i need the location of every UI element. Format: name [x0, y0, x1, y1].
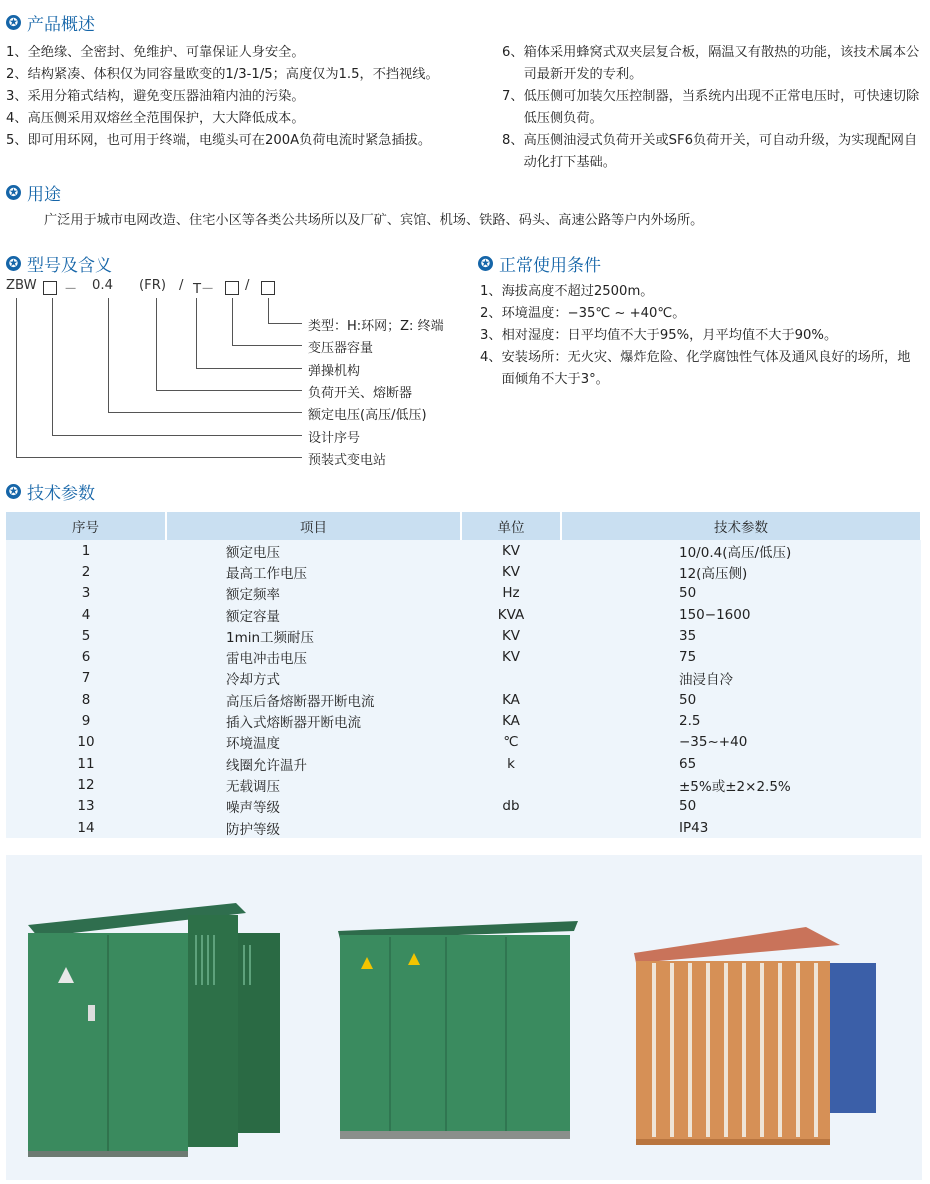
table-row	[6, 561, 921, 582]
cell-item: 高压后备熔断器开断电流	[166, 689, 461, 710]
leader-line	[108, 412, 302, 413]
star-bullet-icon: ✪	[478, 256, 493, 271]
cell-value: 75	[561, 646, 921, 667]
cell-index: 8	[6, 689, 166, 710]
cell-index: 14	[6, 817, 166, 838]
model-label-switch: 负荷开关、熔断器	[308, 386, 413, 401]
table-row	[6, 668, 921, 689]
cell-unit: db	[461, 796, 561, 817]
cell-unit: KA	[461, 710, 561, 731]
cell-item: 无载调压	[166, 774, 461, 795]
cell-unit: KV	[461, 540, 561, 561]
spec-table	[6, 512, 922, 838]
cell-unit	[461, 774, 561, 795]
cell-value: 35	[561, 625, 921, 646]
table-row	[6, 583, 921, 604]
model-code-box	[261, 281, 275, 295]
cell-item: 冷却方式	[166, 668, 461, 689]
cell-index: 1	[6, 540, 166, 561]
table-row	[6, 732, 921, 753]
cell-item: 雷电冲击电压	[166, 646, 461, 667]
table-row	[6, 646, 921, 667]
cell-unit: KA	[461, 689, 561, 710]
cell-value: 50	[561, 583, 921, 604]
cell-index: 10	[6, 732, 166, 753]
list-item: 8、 高压侧油浸式负荷开关或SF6负荷开关，可自动升级，为实现配网自动化打下基础。	[502, 133, 918, 170]
cell-item: 额定电压	[166, 540, 461, 561]
conditions-list	[480, 281, 920, 391]
cell-value: 150−1600	[561, 604, 921, 625]
model-code-prefix: ZBW	[6, 278, 37, 293]
cell-index: 11	[6, 753, 166, 774]
product-photos	[6, 855, 922, 1180]
cell-index: 5	[6, 625, 166, 646]
cell-value: 10/0.4(高压/低压)	[561, 540, 921, 561]
column-header: 序号	[6, 512, 166, 540]
cell-value: 油浸自冷	[561, 668, 921, 689]
cell-index: 13	[6, 796, 166, 817]
cell-value: 50	[561, 689, 921, 710]
model-label-design: 设计序号	[308, 431, 361, 446]
cell-unit: KV	[461, 625, 561, 646]
table-row	[6, 625, 921, 646]
column-header: 项目	[166, 512, 461, 540]
cell-unit: KV	[461, 646, 561, 667]
list-item: 3、 相对湿度：日平均值不大于95%，月平均值不大于90%。	[480, 328, 838, 343]
table-row	[6, 689, 921, 710]
photos-svg	[6, 855, 922, 1180]
cell-unit: k	[461, 753, 561, 774]
green-substation-photo-2	[338, 921, 578, 1139]
leader-line	[16, 298, 17, 457]
list-item: 4、 安装场所：无火灾、爆炸危险、化学腐蚀性气体及通风良好的场所，地面倾角不大于3°。	[480, 350, 911, 387]
leader-line	[196, 298, 197, 368]
cell-value: 65	[561, 753, 921, 774]
cell-item: 噪声等级	[166, 796, 461, 817]
list-item: 1、 全绝缘、全密封、免维护、可靠保证人身安全。	[6, 45, 305, 60]
model-label-type: 类型：H:环网；Z: 终端	[308, 319, 444, 334]
model-label-voltage: 额定电压(高压/低压)	[308, 408, 427, 423]
leader-line	[156, 298, 157, 390]
model-code-dash: －	[64, 282, 78, 297]
overview-list-right	[502, 42, 924, 174]
usage-text: 广泛用于城市电网改造、住宅小区等各类公共场所以及厂矿、宾馆、机场、铁路、码头、高速公路等户内外场所。	[44, 213, 704, 228]
model-code-switch: (FR)	[139, 278, 167, 293]
cell-unit: ℃	[461, 732, 561, 753]
table-row	[6, 796, 921, 817]
leader-line	[108, 298, 109, 412]
model-label-mechanism: 弹操机构	[308, 364, 361, 379]
cell-item: 最高工作电压	[166, 561, 461, 582]
table-row	[6, 540, 921, 561]
leader-line	[52, 298, 53, 435]
leader-line	[196, 368, 302, 369]
cell-unit	[461, 817, 561, 838]
column-header: 技术参数	[561, 512, 921, 540]
leader-line	[52, 435, 302, 436]
leader-line	[268, 323, 302, 324]
cell-value: −35~+40	[561, 732, 921, 753]
list-item: 1、 海拔高度不超过2500m。	[480, 284, 654, 299]
list-item: 2、 结构紧凑、体积仅为同容量欧变的1/3-1/5；高度仅为1.5，不挡视线。	[6, 67, 439, 82]
green-substation-photo-1	[28, 903, 280, 1157]
wood-substation-photo	[634, 927, 876, 1145]
list-item: 3、 采用分箱式结构，避免变压器油箱内油的污染。	[6, 89, 305, 104]
list-item: 2、 环境温度：−35℃ ~ +40℃。	[480, 306, 686, 321]
cell-item: 1min工频耐压	[166, 625, 461, 646]
leader-line	[268, 298, 269, 323]
cell-index: 2	[6, 561, 166, 582]
usage-heading: ✪ 用途	[6, 180, 61, 205]
model-code-voltage: 0.4	[92, 278, 113, 293]
cell-item: 环境温度	[166, 732, 461, 753]
table-row	[6, 774, 921, 795]
cell-unit	[461, 668, 561, 689]
cell-item: 额定频率	[166, 583, 461, 604]
model-code-box	[43, 281, 57, 295]
column-header: 单位	[461, 512, 561, 540]
cell-item: 插入式熔断器开断电流	[166, 710, 461, 731]
cell-index: 9	[6, 710, 166, 731]
cell-value: 50	[561, 796, 921, 817]
cell-unit: KV	[461, 561, 561, 582]
model-code-slash: /	[245, 278, 250, 293]
model-code-mechanism: T－	[193, 282, 215, 297]
cell-index: 7	[6, 668, 166, 689]
conditions-heading: ✪ 正常使用条件	[478, 251, 601, 276]
model-code-slash: /	[179, 278, 184, 293]
leader-line	[156, 390, 302, 391]
star-bullet-icon: ✪	[6, 484, 21, 499]
model-label-substation: 预装式变电站	[308, 453, 387, 468]
cell-index: 3	[6, 583, 166, 604]
cell-unit: KVA	[461, 604, 561, 625]
cell-value: IP43	[561, 817, 921, 838]
star-bullet-icon: ✪	[6, 185, 21, 200]
overview-heading: ✪ 产品概述	[6, 10, 95, 35]
cell-index: 12	[6, 774, 166, 795]
cell-index: 6	[6, 646, 166, 667]
list-item: 7、 低压侧可加装欠压控制器，当系统内出现不正常电压时，可快速切除低压侧负荷。	[502, 89, 920, 126]
table-row	[6, 604, 921, 625]
table-row	[6, 710, 921, 731]
overview-list-left	[6, 42, 496, 152]
model-code-box	[225, 281, 239, 295]
list-item: 6、 箱体采用蜂窝式双夹层复合板，隔温又有散热的功能，该技术属本公司最新开发的专利。	[502, 45, 920, 82]
cell-item: 额定容量	[166, 604, 461, 625]
star-bullet-icon: ✪	[6, 15, 21, 30]
cell-value: ±5%或±2×2.5%	[561, 774, 921, 795]
cell-value: 2.5	[561, 710, 921, 731]
cell-unit: Hz	[461, 583, 561, 604]
model-code-diagram	[6, 278, 466, 468]
cell-item: 防护等级	[166, 817, 461, 838]
leader-line	[16, 457, 302, 458]
table-row	[6, 817, 921, 838]
model-label-capacity: 变压器容量	[308, 341, 374, 356]
cell-item: 线圈允许温升	[166, 753, 461, 774]
leader-line	[232, 298, 233, 345]
cell-index: 4	[6, 604, 166, 625]
star-bullet-icon: ✪	[6, 256, 21, 271]
list-item: 4、 高压侧采用双熔丝全范围保护，大大降低成本。	[6, 111, 305, 126]
leader-line	[232, 345, 302, 346]
table-header-row	[6, 512, 921, 540]
cell-value: 12(高压侧)	[561, 561, 921, 582]
model-heading: ✪ 型号及含义	[6, 251, 112, 276]
list-item: 5、 即可用环网，也可用于终端，电缆头可在200A负荷电流时紧急插拔。	[6, 133, 432, 148]
specs-heading: ✪ 技术参数	[6, 479, 95, 504]
table-row	[6, 753, 921, 774]
